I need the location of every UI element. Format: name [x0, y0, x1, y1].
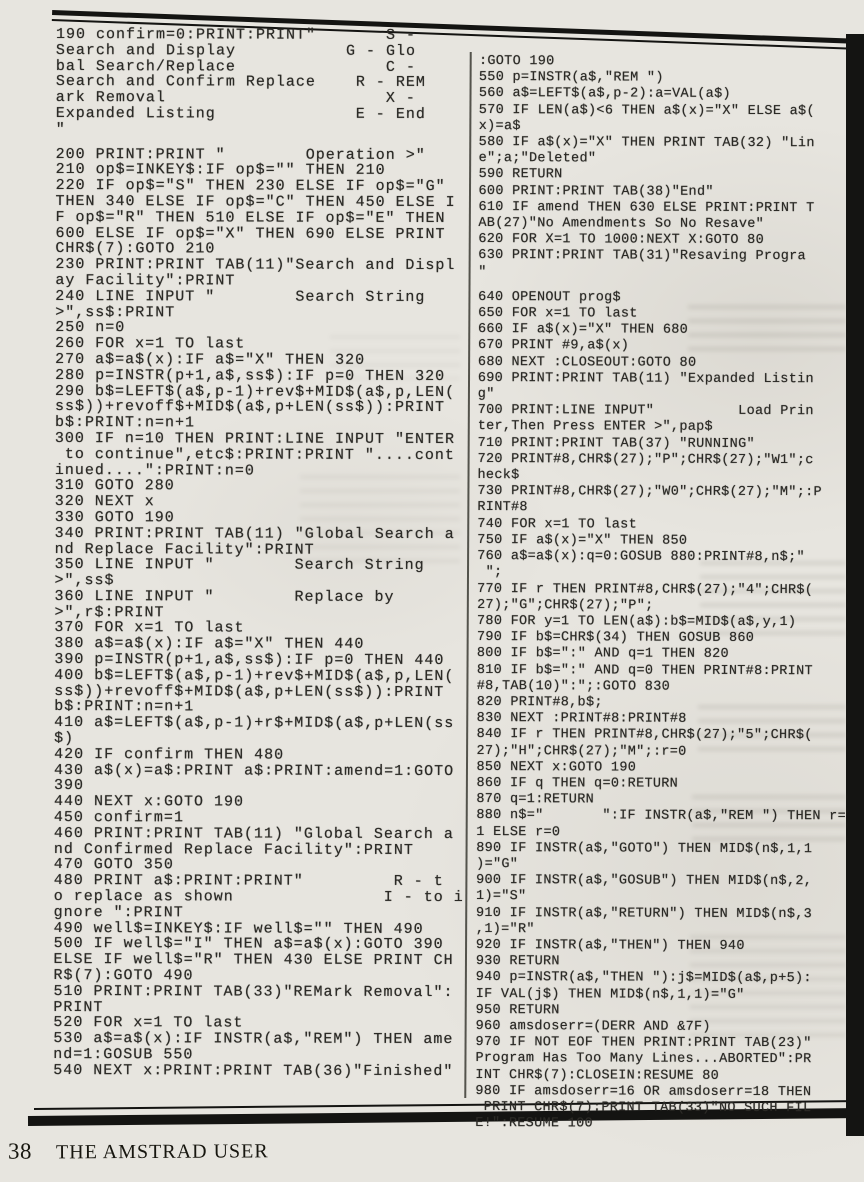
code-line: PRINT CHR$(7):PRINT TAB(33)"NO SUCH FIL	[475, 1099, 812, 1117]
code-line: E!":RESUME 100	[475, 1116, 593, 1132]
code-line: 380 a$=a$(x):IF a$="X" THEN 440	[54, 635, 365, 654]
code-line: 890 IF INSTR(a$,"GOTO") THEN MID$(n$,1,1	[476, 840, 813, 857]
code-line: nd=1:GOSUB 550	[53, 1045, 194, 1064]
code-line: "	[478, 264, 487, 280]
left-code-column	[53, 27, 470, 1080]
code-line: 460 PRINT:PRINT TAB(11) "Global Search a	[53, 824, 454, 843]
code-line: heck$	[477, 468, 520, 484]
code-line: 900 IF INSTR(a$,"GOSUB") THEN MID$(n$,2,	[476, 873, 813, 890]
code-line: 280 p=INSTR(p+1,a$,ss$):IF p=0 THEN 320	[55, 366, 446, 385]
code-line: 860 IF q THEN q=0:RETURN	[476, 775, 679, 792]
code-line: e";a;"Deleted"	[478, 151, 597, 167]
code-line: 730 PRINT#8,CHR$(27);"W0";CHR$(27);"M";:P	[477, 484, 822, 501]
code-line: ,1)="R"	[475, 921, 535, 937]
code-line: inued....":PRINT:n=0	[54, 461, 255, 480]
code-line: 390	[53, 777, 85, 795]
code-line: 960 amsdoserr=(DERR AND &7F)	[475, 1018, 711, 1035]
code-line: 640 OPENOUT prog$	[478, 289, 622, 306]
code-line: 320 NEXT x	[54, 493, 155, 511]
code-line: 740 FOR x=1 TO last	[477, 516, 638, 533]
code-line: 940 p=INSTR(a$,"THEN "):j$=MID$(a$,p+5):	[475, 970, 812, 987]
code-line: nd Confirmed Replace Facility":PRINT	[53, 840, 414, 859]
page-number: 38	[7, 1138, 33, 1164]
code-line: 440 NEXT x:GOTO 190	[53, 793, 245, 811]
code-line: 830 NEXT :PRINT#8:PRINT#8	[476, 711, 687, 727]
code-line: 760 a$=a$(x):q=0:GOSUB 880:PRINT#8,n$;"	[477, 549, 805, 566]
code-line: >",r$:PRINT	[54, 603, 165, 621]
code-line: 310 GOTO 280	[54, 477, 175, 495]
code-line: 980 IF amsdoserr=16 OR amsdoserr=18 THEN	[475, 1083, 812, 1100]
code-line: Program Has Too Many Lines...ABORTED":PR	[475, 1051, 812, 1068]
code-line: 720 PRINT#8,CHR$(27);"P";CHR$(27);"W1";c	[477, 451, 814, 469]
code-line: bal Search/Replace C -	[55, 57, 416, 76]
code-line: F op$="R" THEN 510 ELSE IF op$="E" THEN	[55, 208, 446, 227]
code-line: 770 IF r THEN PRINT#8,CHR$(27);"4";CHR$(	[477, 581, 814, 598]
right-code-column	[475, 54, 848, 1134]
code-line: R$(7):GOTO 490	[53, 967, 194, 985]
code-line: ss$))+revoff$+MID$(a$,p+LEN(ss$)):PRINT	[54, 398, 446, 417]
code-line: )="G"	[476, 856, 519, 873]
code-line: 510 PRINT:PRINT TAB(33)"REMark Removal":	[53, 982, 454, 1001]
code-line: THEN 340 ELSE IF op$="C" THEN 450 ELSE I	[55, 192, 456, 212]
code-line: gnore ":PRINT	[53, 903, 184, 922]
code-line: 340 PRINT:PRINT TAB(11) "Global Search a	[54, 524, 455, 543]
code-line: :GOTO 190	[478, 54, 555, 70]
code-line: ";	[477, 565, 503, 581]
code-line: 970 IF NOT EOF THEN PRINT:PRINT TAB(23)"	[475, 1035, 812, 1052]
code-line: 500 IF well$="I" THEN a$=a$(x):GOTO 390	[53, 935, 444, 954]
code-line: 530 a$=a$(x):IF INSTR(a$,"REM") THEN ame	[53, 1030, 454, 1049]
code-line: 350 LINE INPUT " Search String	[54, 556, 425, 575]
code-line: 470 GOTO 350	[53, 856, 174, 874]
code-line: INT CHR$(7):CLOSEIN:RESUME 80	[475, 1067, 720, 1084]
code-line: 600 ELSE IF op$="X" THEN 690 ELSE PRINT	[55, 224, 446, 243]
code-line: g"	[477, 387, 495, 403]
code-line: AB(27)"No Amendments So No Resave"	[478, 216, 765, 233]
code-line: 27);"G";CHR$(27);"P";	[477, 597, 654, 614]
code-line: 560 a$=LEFT$(a$,p-2):a=VAL(a$)	[478, 86, 731, 103]
code-line: >",ss$:PRINT	[55, 303, 176, 321]
code-line: 490 well$=INKEY$:IF well$="" THEN 490	[53, 919, 424, 938]
code-line: 610 IF amend THEN 630 ELSE PRINT:PRINT T	[478, 199, 815, 217]
code-line: 210 op$=INKEY$:IF op$="" THEN 210	[55, 161, 386, 180]
code-line: 930 RETURN	[475, 954, 560, 970]
code-line: 920 IF INSTR(a$,"THEN") THEN 940	[475, 937, 745, 954]
code-line: 230 PRINT:PRINT TAB(11)"Search and Displ	[55, 256, 456, 275]
code-line: ter,Then Press ENTER >",pap$	[477, 419, 713, 436]
code-line: 660 IF a$(x)="X" THEN 680	[478, 322, 689, 338]
code-line: Expanded Listing E - End	[55, 104, 426, 123]
code-line: 1)="S"	[476, 889, 527, 905]
code-line: 910 IF INSTR(a$,"RETURN") THEN MID$(n$,3	[475, 905, 813, 922]
code-line: 790 IF b$=CHR$(34) THEN GOSUB 860	[476, 630, 755, 647]
code-line: 290 b$=LEFT$(a$,p-1)+rev$+MID$(a$,p,LEN(	[55, 382, 456, 401]
code-line: 550 p=INSTR(a$,"REM ")	[478, 70, 664, 86]
code-line: 260 FOR x=1 TO last	[55, 335, 246, 353]
code-line: 27);"H";CHR$(27);"M";:r=0	[476, 743, 687, 760]
magazine-title: THE AMSTRAD USER	[55, 1140, 269, 1164]
code-line: 820 PRINT#8,b$;	[476, 694, 603, 711]
code-line: ay Facility":PRINT	[55, 271, 236, 290]
code-line: 690 PRINT:PRINT TAB(11) "Expanded Listin	[477, 370, 814, 388]
code-line: 300 IF n=10 THEN PRINT:LINE INPUT "ENTER	[54, 429, 456, 448]
code-line: $)	[54, 730, 75, 748]
page-footer	[8, 1137, 269, 1164]
code-line: 420 IF confirm THEN 480	[54, 745, 285, 764]
code-line: 570 IF LEN(a$)<6 THEN a$(x)="X" ELSE a$(	[478, 102, 815, 119]
code-line: 430 a$(x)=a$:PRINT a$:PRINT:amend=1:GOTO	[54, 761, 455, 780]
code-line: 270 a$=a$(x):IF a$="X" THEN 320	[55, 350, 366, 369]
code-line: 200 PRINT:PRINT " Operation >"	[55, 145, 426, 164]
code-line: 590 RETURN	[478, 167, 563, 183]
code-line: 400 b$=LEFT$(a$,p-1)+rev$+MID$(a$,p,LEN(	[54, 666, 455, 685]
code-line: 190 confirm=0:PRINT:PRINT" S -	[55, 26, 417, 44]
code-line: IF VAL(j$) THEN MID$(n$,1,1)="G"	[475, 986, 745, 1003]
code-line: 600 PRINT:PRINT TAB(38)"End"	[478, 183, 714, 200]
code-line: 540 NEXT x:PRINT:PRINT TAB(36)"Finished"	[53, 1061, 454, 1080]
code-line: Search and Confirm Replace R - REM	[55, 73, 426, 92]
code-line: 680 NEXT :CLOSEOUT:GOTO 80	[477, 354, 697, 371]
code-line: to continue",etc$:PRINT:PRINT "....cont	[54, 445, 455, 464]
code-line: 780 FOR y=1 TO LEN(a$):b$=MID$(a$,y,1)	[476, 613, 797, 631]
code-line: o replace as shown I - to i	[53, 888, 464, 907]
code-line: 810 IF b$=":" AND q=0 THEN PRINT#8:PRINT	[476, 662, 813, 679]
code-line: ELSE IF well$="R" THEN 430 ELSE PRINT CH	[53, 951, 454, 970]
code-line: b$:PRINT:n=n+1	[54, 698, 195, 716]
code-line: #8,TAB(10)":";:GOTO 830	[476, 678, 671, 695]
code-line: x)=a$	[478, 118, 521, 134]
code-line: >",ss$	[54, 572, 115, 590]
code-line: 580 IF a$(x)="X" THEN PRINT TAB(32) "Lin	[478, 135, 815, 152]
code-line: 360 LINE INPUT " Replace by	[54, 587, 395, 606]
code-line: 220 IF op$="S" THEN 230 ELSE IF op$="G"	[55, 177, 446, 196]
code-line: 650 FOR x=1 TO last	[478, 306, 638, 322]
code-line: 410 a$=LEFT$(a$,p-1)+r$+MID$(a$,p+LEN(ss	[54, 714, 455, 733]
code-line: ss$))+revoff$+MID$(a$,p+LEN(ss$)):PRINT	[54, 682, 445, 701]
code-line: 840 IF r THEN PRINT#8,CHR$(27);"5";CHR$(	[476, 727, 813, 744]
code-line: CHR$(7):GOTO 210	[55, 240, 216, 258]
code-line: 520 FOR x=1 TO last	[53, 1014, 244, 1032]
code-line: PRINT	[53, 998, 104, 1016]
code-line: 750 IF a$(x)="X" THEN 850	[477, 532, 688, 549]
code-line: nd Replace Facility":PRINT	[54, 540, 315, 559]
code-line: 370 FOR x=1 TO last	[54, 619, 245, 637]
code-line: 630 PRINT:PRINT TAB(31)"Resaving Progra	[478, 248, 806, 265]
code-line: ark Removal X -	[55, 89, 416, 108]
code-line: 480 PRINT a$:PRINT:PRINT" R - t	[53, 872, 444, 891]
code-line: Search and Display G - Glo	[55, 41, 417, 60]
code-line: RINT#8	[477, 500, 528, 516]
code-line: 250 n=0	[55, 319, 126, 337]
code-line: 620 FOR X=1 TO 1000:NEXT X:GOTO 80	[478, 232, 765, 249]
code-line: 880 n$=" ":IF INSTR(a$,"REM ") THEN r=	[476, 808, 847, 825]
code-line: 450 confirm=1	[53, 809, 184, 827]
code-line: b$:PRINT:n=n+1	[54, 414, 196, 432]
code-line: 950 RETURN	[475, 1002, 560, 1019]
code-line: 800 IF b$=":" AND q=1 THEN 820	[476, 646, 729, 663]
code-line: 330 GOTO 190	[54, 508, 175, 527]
code-line: "	[55, 120, 66, 138]
code-line: 240 LINE INPUT " Search String	[55, 287, 426, 306]
code-line: 390 p=INSTR(p+1,a$,ss$):IF p=0 THEN 440	[54, 651, 445, 670]
right-border-bar	[846, 34, 864, 1136]
code-line: 710 PRINT:PRINT TAB(37) "RUNNING"	[477, 435, 755, 452]
code-line: 670 PRINT #9,a$(x)	[477, 338, 630, 354]
code-line: 870 q=1:RETURN	[476, 792, 595, 808]
code-line: 700 PRINT:LINE INPUT" Load Prin	[477, 403, 814, 420]
code-line: 850 NEXT x:GOTO 190	[476, 759, 637, 776]
code-line: 1 ELSE r=0	[476, 824, 561, 840]
